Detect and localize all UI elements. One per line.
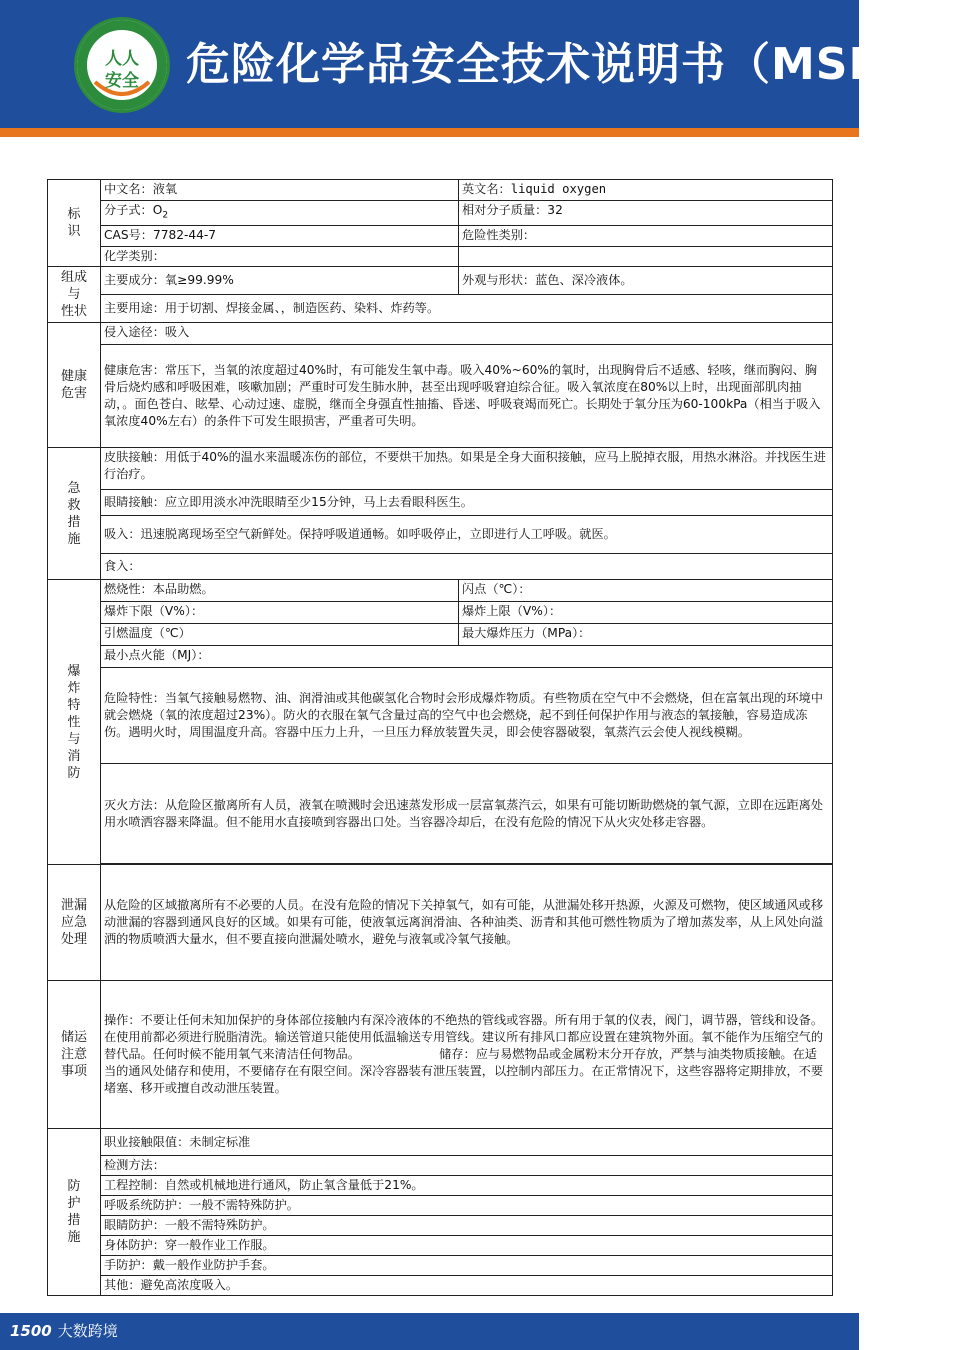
eye-protection: 眼睛防护：一般不需特殊防护。 bbox=[101, 1216, 833, 1236]
footer-bar bbox=[0, 1313, 859, 1350]
molecular-weight: 相对分子质量：32 bbox=[459, 201, 833, 226]
section-storage: 储运 注意 事项 bbox=[48, 981, 101, 1129]
brand-mark-icon: 1500 bbox=[10, 1322, 52, 1340]
exposure-limit: 职业接触限值：未制定标准 bbox=[101, 1129, 833, 1156]
table-row bbox=[48, 624, 833, 646]
eye-contact: 眼睛接触：应立即用淡水冲洗眼睛至少15分钟，马上去看眼科医生。 bbox=[101, 490, 833, 516]
table-row bbox=[48, 1276, 833, 1296]
section-first-aid: 急 救 措 施 bbox=[48, 448, 101, 580]
section-fire: 爆 炸 特 性 与 消 防 bbox=[48, 580, 101, 865]
table-row bbox=[48, 490, 833, 516]
brand-name: 大数跨境 bbox=[57, 1322, 118, 1340]
header-stripe bbox=[0, 128, 859, 137]
section-composition: 组成 与 性状 bbox=[48, 267, 101, 323]
table-row bbox=[48, 1176, 833, 1196]
table-row bbox=[48, 295, 833, 323]
hazard-class: 危险性类别： bbox=[459, 226, 833, 247]
table-row bbox=[48, 580, 833, 602]
extinguishing-method: 灭火方法：从危险区撤离所有人员，液氧在喷溅时会迅速蒸发形成一层富氧蒸汽云，如果有可能切断助燃烧的氧气源，立即在远距离处用水喷洒容器来降温。但不能用水直接喷到容器出口处。当容器冷却后，在没有危险的情况下从火灾处移走容器。 bbox=[101, 764, 833, 864]
handling-storage: 操作：不要让任何未知加保护的身体部位接触内有深冷液体的不绝热的管线或容器。所有用于氧的仪表，阀门，调节器，管线和设备。在使用前都必须进行脱脂清洗。输送管道只能使用低温输送专用管线。建议所有排风口都应设置在建筑物外面。氧不能作为压缩空气的替代品。任何时候不能用氧气来清洁任何物品。 储存：应与易燃物品或金属粉末分开存放，严禁与油类物质接触。在适当的通风处储存和使用，不要储存在有限空间。深冷容器装有泄压装置，以控制内部压力。在正常情况下，这些容器将定期排放，不要堵塞、移开或擅自改动泄压装置。 bbox=[101, 981, 833, 1129]
main-composition: 主要成分：氧≥99.99% bbox=[101, 267, 459, 295]
table-row bbox=[48, 516, 833, 554]
table-row bbox=[48, 1196, 833, 1216]
footer-brand bbox=[10, 1321, 118, 1341]
flammability: 燃烧性：本品助燃。 bbox=[101, 580, 459, 602]
page-title: 危险化学品安全技术说明书（MSDS） bbox=[186, 39, 964, 90]
min-ignition-energy: 最小点火能（MJ）： bbox=[101, 646, 833, 668]
section-health: 健康 危害 bbox=[48, 323, 101, 448]
table-row bbox=[48, 226, 833, 247]
health-hazard: 健康危害：常压下，当氧的浓度超过40%时，有可能发生氧中毒。吸入40%~60%的氧时，出现胸骨后不适感、轻咳，继而胸闷、胸骨后烧灼感和呼吸困难，咳嗽加剧；严重时可发生肺水肿，甚至出现呼吸窘迫综合征。吸入氧浓度在80%以上时，出现面部肌肉抽动，。面色苍白、眩晕、心动过速、虚脱，继而全身强直性抽搐、昏迷、呼吸衰竭而死亡。长期处于氧分压为60-100kPa（相当于吸入氧浓度40%左右）的条件下可发生眼损害，严重者可失明。 bbox=[101, 345, 833, 448]
ingestion: 食入： bbox=[101, 554, 833, 580]
section-leak: 泄漏 应急 处理 bbox=[48, 865, 101, 981]
table-row bbox=[48, 1216, 833, 1236]
table-row bbox=[48, 981, 833, 1129]
inhalation: 吸入：迅速脱离现场至空气新鲜处。保持呼吸道通畅。如呼吸停止，立即进行人工呼吸。就医。 bbox=[101, 516, 833, 554]
cn-name: 中文名：液氧 bbox=[101, 180, 459, 201]
entry-route: 侵入途径：吸入 bbox=[101, 323, 833, 345]
table-row bbox=[48, 448, 833, 490]
msds-table bbox=[47, 179, 833, 1296]
appearance: 外观与形状：蓝色、深冷液体。 bbox=[459, 267, 833, 295]
upper-explosive-limit: 爆炸上限（V%）： bbox=[459, 602, 833, 624]
hand-protection: 手防护：戴一般作业防护手套。 bbox=[101, 1256, 833, 1276]
table-row bbox=[48, 764, 833, 864]
table-row bbox=[48, 1236, 833, 1256]
flash-point: 闪点（℃）： bbox=[459, 580, 833, 602]
formula: 分子式：$O_2$ bbox=[101, 201, 459, 226]
engineering-control: 工程控制：自然或机械地进行通风，防止氧含量低于21%。 bbox=[101, 1176, 833, 1196]
ignition-temperature: 引燃温度（℃） bbox=[101, 624, 459, 646]
table-row bbox=[48, 323, 833, 345]
table-row bbox=[48, 1256, 833, 1276]
skin-contact: 皮肤接触：用低于40%的温水来温暖冻伤的部位，不要烘干加热。如果是全身大面积接触，应马上脱掉衣服，用热水淋浴。并找医生进行治疗。 bbox=[101, 448, 833, 490]
cas-number: CAS号：7782-44-7 bbox=[101, 226, 459, 247]
lower-explosive-limit: 爆炸下限（V%）： bbox=[101, 602, 459, 624]
table-row bbox=[48, 602, 833, 624]
table-row bbox=[48, 668, 833, 764]
monitoring-method: 检测方法： bbox=[101, 1156, 833, 1176]
hazard-properties: 危险特性：当氧气接触易燃物、油、润滑油或其他碳氢化合物时会形成爆炸物质。有些物质在空气中不会燃烧，但在富氧出现的环境中就会燃烧（氧的浓度超过23%）。防火的衣服在氧气含量过高的空气中也会燃烧，起不到任何保护作用与液态的氧接触，容易造成冻伤。遇明火时，周围温度升高。容器中压力上升，一旦压力释放装置失灵，即会使容器破裂，氧蒸汽云会使人视线模糊。 bbox=[101, 668, 833, 764]
respiratory-protection: 呼吸系统防护：一般不需特殊防护。 bbox=[101, 1196, 833, 1216]
leak-response: 从危险的区域撤离所有不必要的人员。在没有危险的情况下关掉氧气，如有可能，从泄漏处移开热源，火源及可燃物，使区域通风或移动泄漏的容器到通风良好的区域。如果有可能，使液氧远离润滑油、各种油类、沥青和其他可燃性物质为了增加蒸发率，从上风处向溢洒的物质喷洒大量水，但不要直接向泄漏处喷水，避免与液氧或冷氧气接触。 bbox=[101, 865, 833, 981]
table-row bbox=[48, 247, 833, 267]
section-identification bbox=[48, 180, 101, 267]
safety-logo bbox=[74, 17, 170, 113]
other-protection: 其他：避免高浓度吸入。 bbox=[101, 1276, 833, 1296]
table-row bbox=[48, 646, 833, 668]
table-row bbox=[48, 554, 833, 580]
en-name: 英文名：liquid oxygen bbox=[459, 180, 833, 201]
body-protection: 身体防护：穿一般作业工作服。 bbox=[101, 1236, 833, 1256]
table-row bbox=[48, 201, 833, 226]
chemical-class: 化学类别： bbox=[101, 247, 459, 267]
table-row bbox=[48, 1156, 833, 1176]
table-row bbox=[48, 345, 833, 448]
main-usage: 主要用途：用于切割、焊接金属、，制造医药、染料、炸药等。 bbox=[101, 295, 833, 323]
section-label: 标 识 bbox=[67, 207, 81, 240]
table-row bbox=[48, 1129, 833, 1156]
table-row bbox=[48, 180, 833, 201]
logo-line-1: 人人 bbox=[105, 49, 139, 69]
table-row bbox=[48, 865, 833, 981]
table-row bbox=[48, 267, 833, 295]
max-explosion-pressure: 最大爆炸压力（MPa）： bbox=[459, 624, 833, 646]
logo-line-2: 安全 bbox=[105, 71, 139, 91]
section-protection: 防 护 措 施 bbox=[48, 1129, 101, 1296]
